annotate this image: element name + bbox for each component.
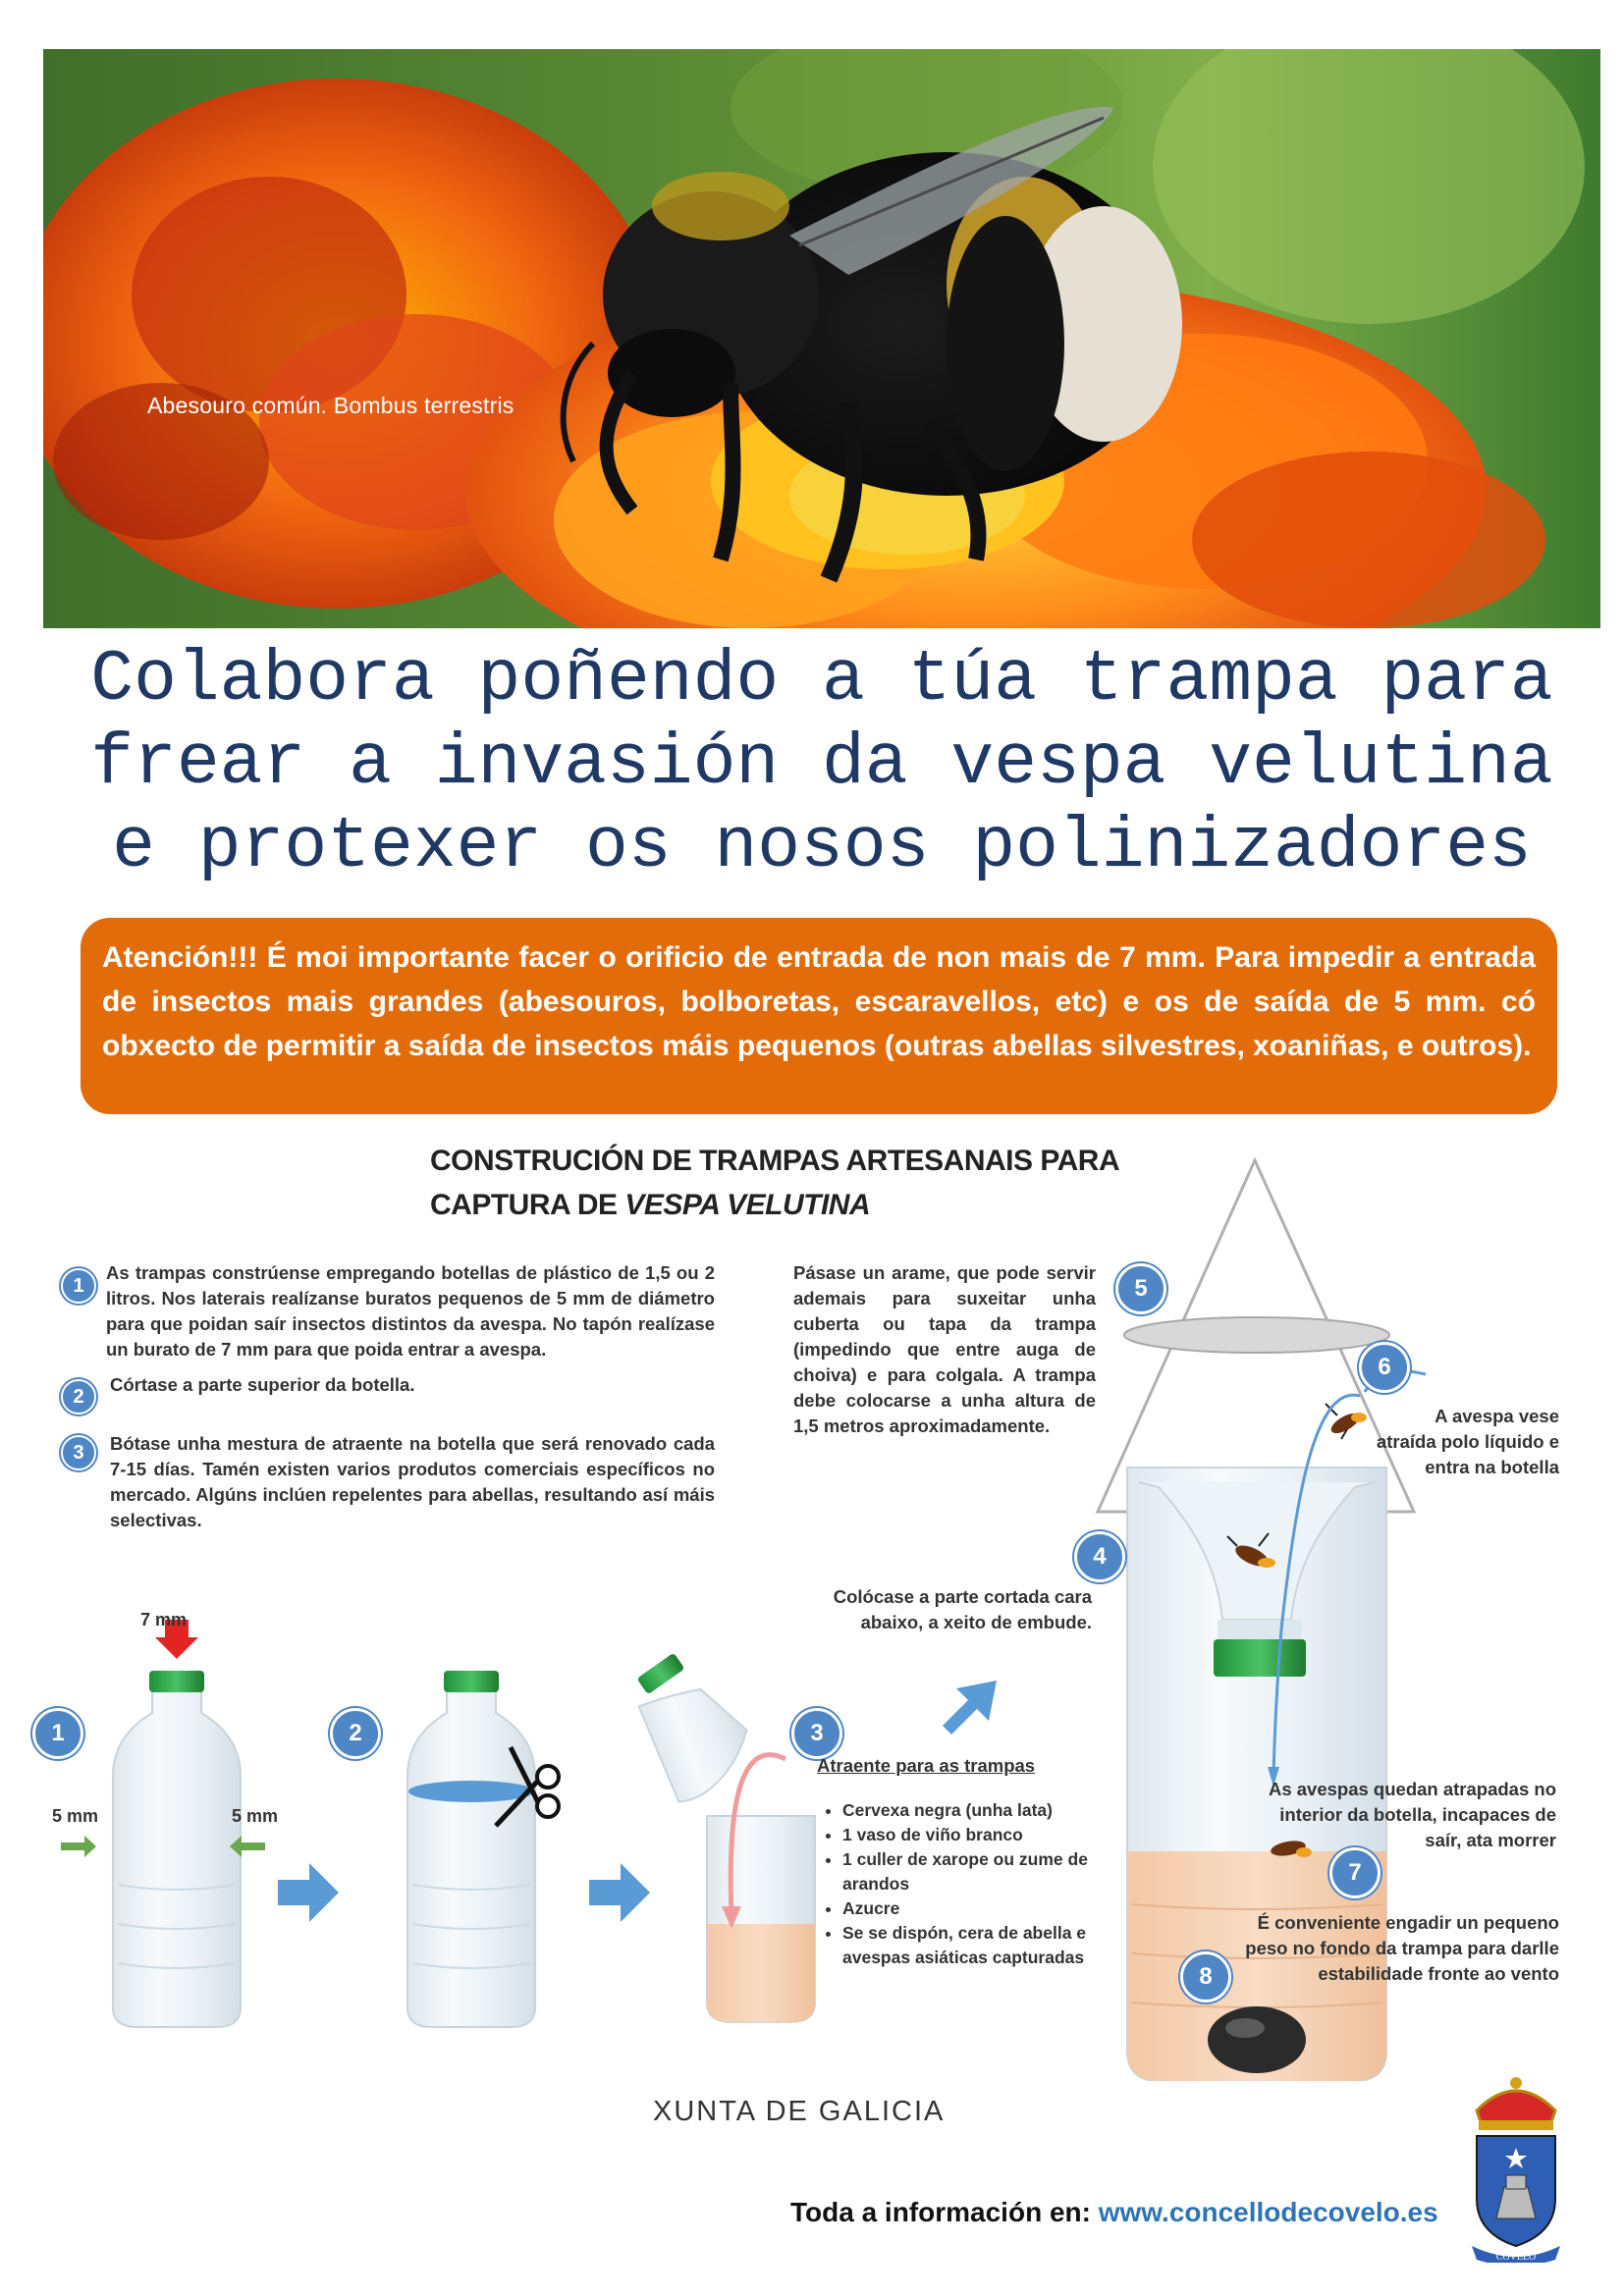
arrow-right-icon [589, 1863, 650, 1922]
step-4-text: Colócase a parte cortada cara abaixo, a xeito de embude. [833, 1586, 1092, 1632]
step-6-text: A avespa vese atraída polo líquido e entra na botella [1376, 1406, 1559, 1477]
attractant-items [817, 1798, 1102, 1970]
guide-title-species: VESPA VELUTINA [624, 1189, 871, 1221]
attractant-title: Atraente para as trampas [817, 1755, 1036, 1776]
website-link[interactable]: www.concellodecovelo.es [1098, 2197, 1438, 2227]
diagram-number-8: 8 [1180, 1951, 1231, 2002]
headline-line-2: frear a invasión da vespa velutina [90, 722, 1553, 804]
diagram-number-1: 1 [32, 1708, 83, 1759]
headline [43, 638, 1600, 888]
step-number-1: 1 [61, 1268, 96, 1304]
label-5mm-left: 5 mm [52, 1806, 99, 1826]
step-number-3: 3 [61, 1435, 96, 1470]
footer-info [790, 2197, 1438, 2228]
warning-text: Atención!!! É moi importante facer o orificio de entrada de non mais de 7 mm. Para impedir a entrada de insectos mais grandes (abesouros, bolboretas, escaravellos, etc) e os de saída de 5 mm. có obxecto de permitir a saída de insectos máis pequenos (outras abellas silvestres, xoaniñas, e outros). [102, 941, 1536, 1062]
warning-box [81, 918, 1557, 1114]
diagram-number-7: 7 [1329, 1847, 1380, 1898]
attractant-item: • Azucre [842, 1896, 1102, 1921]
step-3-text: Bótase unha mestura de atraente na botella que será renovado cada 7-15 días. Tamén existen varios produtos comerciais específicos no mercado. Algúns inclúen repelentes para abellas, resultando así máis selectivas. [110, 1433, 715, 1530]
guide-title-line-1: CONSTRUCIÓN DE TRAMPAS ARTESANAIS PARA [430, 1145, 1120, 1177]
attractant-item: • 1 vaso de viño branco [842, 1823, 1102, 1847]
headline-line-3: e protexer os nosos polinizadores [112, 806, 1532, 887]
attractant-item: • 1 culler de xarope ou zume de arandos [842, 1847, 1102, 1896]
diagram-number-3: 3 [791, 1708, 842, 1759]
attractant-item: • Cervexa negra (unha lata) [842, 1798, 1102, 1823]
covelo-coat-of-arms-logo [1457, 2071, 1575, 2263]
footer-prefix: Toda a información en: [790, 2197, 1099, 2227]
step-2-text: Córtase a parte superior da botella. [110, 1374, 415, 1395]
step-number-2: 2 [61, 1379, 96, 1415]
step-7-text: As avespas quedan atrapadas no interior da botella, incapaces de saír, ata morrer [1268, 1779, 1556, 1850]
attractant-item: • Se se dispón, cera de abella e avespas asiáticas capturadas [842, 1921, 1102, 1970]
label-7mm: 7 mm [140, 1610, 188, 1629]
arrow-up-right-icon [943, 1681, 997, 1735]
hero-caption: Abesouro común. Bombus terrestris [147, 393, 514, 418]
diagram-number-5: 5 [1115, 1263, 1166, 1314]
step-1-text: As trampas constrúense empregando botellas de plástico de 1,5 ou 2 litros. Nos laterais realízanse buratos pequenos de 5 mm de diámetro para que poidan saír insectos distintos da avespa. No tapón realízase un burato de 7 mm para que poida entrar a avespa. [106, 1262, 715, 1360]
bumblebee-on-marigold-image [43, 49, 1600, 628]
xunta-credit: XUNTA DE GALICIA [653, 2096, 946, 2127]
bottle-3 [636, 1653, 815, 2022]
crest-ribbon-text: COVELO [1495, 2252, 1537, 2263]
guide-title-prefix: CAPTURA DE [430, 1189, 625, 1221]
diagram-number-4: 4 [1074, 1531, 1125, 1582]
attractant-list [817, 1755, 1102, 1970]
hero-photo [43, 49, 1600, 628]
diagram-number-2: 2 [330, 1708, 381, 1759]
step-8-text: É conveniente engadir un pequeno peso no fondo da trampa para darlle estabilidade fronte ao vento [1245, 1912, 1559, 1984]
step-5-text: Pásase un arame, que pode servir ademais para suxeitar unha cuberta ou tapa da trampa (impedindo que entre auga de choiva) e para colgala. A trampa debe colocarse a unha altura de 1,5 metros aproximadamente. [793, 1262, 1096, 1436]
diagram-number-6: 6 [1359, 1342, 1410, 1393]
arrow-right-icon [278, 1863, 339, 1922]
label-5mm-right: 5 mm [232, 1806, 279, 1826]
headline-line-1: Colabora poñendo a túa trampa para [90, 639, 1553, 721]
bottle-2 [407, 1671, 559, 2027]
